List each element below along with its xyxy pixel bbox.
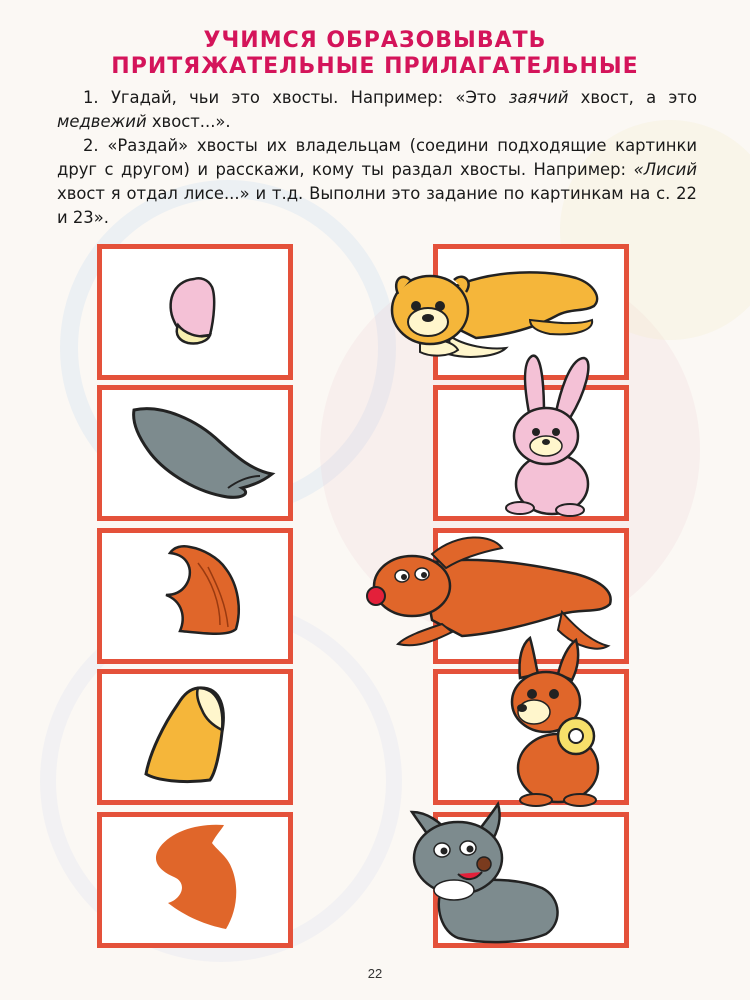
- task-2: [57, 134, 697, 230]
- task-1: [57, 86, 697, 134]
- wolf-icon: [402, 798, 582, 948]
- task-2-text: хвост я отдал лисе...» и т.д. Выполни это задание по картинкам на с. 22 и 23».: [57, 184, 697, 227]
- tail-card-squirrel[interactable]: [97, 528, 293, 664]
- task-2-number: 2.: [83, 136, 99, 155]
- squirrel-tail-icon: [102, 533, 288, 659]
- task-2-text: «Раздай» хвосты их владельцам (соедини подходящие картинки друг с другом) и расскажи, кому ты раздал хвосты. Например:: [57, 136, 697, 179]
- task-1-number: 1.: [83, 88, 99, 107]
- task-1-text: Угадай, чьи это хвосты. Например: «Это: [110, 88, 497, 107]
- task-1-example-word: медвежий: [57, 112, 147, 131]
- bear-tail-icon: [102, 674, 288, 800]
- hare-tail-icon: [102, 249, 288, 375]
- fox-tail-icon: [102, 817, 288, 943]
- hare-icon: [500, 348, 610, 518]
- page-title-line-1: УЧИМСЯ ОБРАЗОВЫВАТЬ: [203, 28, 547, 53]
- wolf-tail-icon: [102, 390, 288, 516]
- task-2-example-word: «Лисий: [633, 160, 697, 179]
- page-title-line-2: ПРИТЯЖАТЕЛЬНЫЕ ПРИЛАГАТЕЛЬНЫЕ: [111, 54, 639, 79]
- task-1-text: хвост...».: [151, 112, 231, 131]
- task-1-text: хвост, а это: [580, 88, 698, 107]
- task-1-example-word: заячий: [508, 88, 569, 107]
- page-number: 22: [367, 966, 383, 981]
- tail-card-fox[interactable]: [97, 812, 293, 948]
- tail-card-hare[interactable]: [97, 244, 293, 380]
- squirrel-icon: [500, 628, 610, 808]
- tail-card-bear[interactable]: [97, 669, 293, 805]
- tail-card-wolf[interactable]: [97, 385, 293, 521]
